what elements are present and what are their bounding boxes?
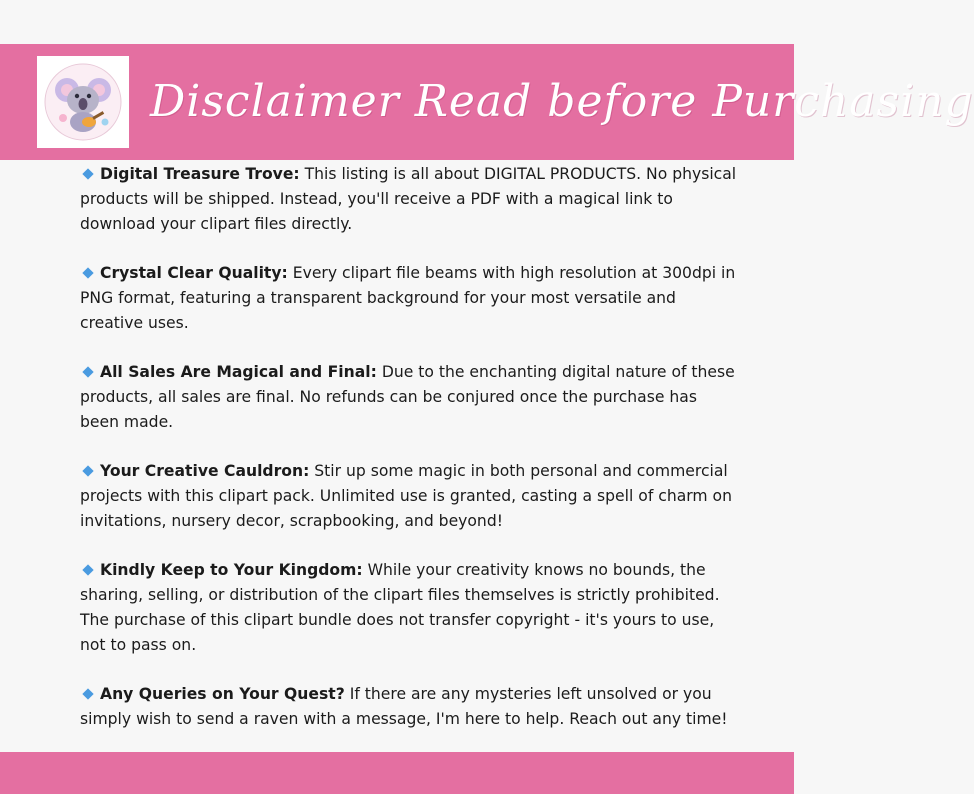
list-item: [80, 558, 740, 658]
item-heading: Your Creative Cauldron:: [100, 462, 310, 480]
diamond-bullet-icon: [82, 465, 93, 476]
header-banner: [0, 44, 974, 160]
item-text: If there are any mysteries left unsolved or you simply wish to send a raven with a message, I'm here to help. Reach out any time!: [80, 685, 728, 728]
item-text: While your creativity knows no bounds, the sharing, selling, or distribution of the clipart files themselves is strictly prohibited. The purchase of this clipart bundle does not transfer copyright - it's yours to use, not to pass on.: [80, 561, 720, 654]
page-title: Disclaimer Read before Purchasing: [150, 76, 974, 127]
list-item: [80, 261, 740, 336]
footer-banner: [0, 752, 794, 794]
disclaimer-list: [80, 162, 740, 732]
diamond-bullet-icon: [82, 168, 93, 179]
diamond-bullet-icon: [82, 267, 93, 278]
diamond-bullet-icon: [82, 564, 93, 575]
item-heading: All Sales Are Magical and Final:: [100, 363, 377, 381]
item-text: Stir up some magic in both personal and commercial projects with this clipart pack. Unlimited use is granted, casting a spell of charm on invitations, nursery decor, scrapbooking, and beyond!: [80, 462, 732, 530]
item-heading: Crystal Clear Quality:: [100, 264, 288, 282]
item-text: Every clipart file beams with high resolution at 300dpi in PNG format, featuring a transparent background for your most versatile and creative uses.: [80, 264, 736, 332]
list-item: [80, 682, 740, 732]
item-text: This listing is all about DIGITAL PRODUCTS. No physical products will be shipped. Instead, you'll receive a PDF with a magical link to download your clipart files directly.: [80, 165, 737, 233]
list-item: [80, 162, 740, 237]
item-heading: Any Queries on Your Quest?: [100, 685, 345, 703]
diamond-bullet-icon: [82, 366, 93, 377]
item-text: Due to the enchanting digital nature of these products, all sales are final. No refunds can be conjured once the purchase has been made.: [80, 363, 735, 431]
koala-logo-icon: [37, 56, 129, 148]
item-heading: Kindly Keep to Your Kingdom:: [100, 561, 363, 579]
list-item: [80, 360, 740, 435]
diamond-bullet-icon: [82, 688, 93, 699]
list-item: [80, 459, 740, 534]
item-heading: Digital Treasure Trove:: [100, 165, 300, 183]
